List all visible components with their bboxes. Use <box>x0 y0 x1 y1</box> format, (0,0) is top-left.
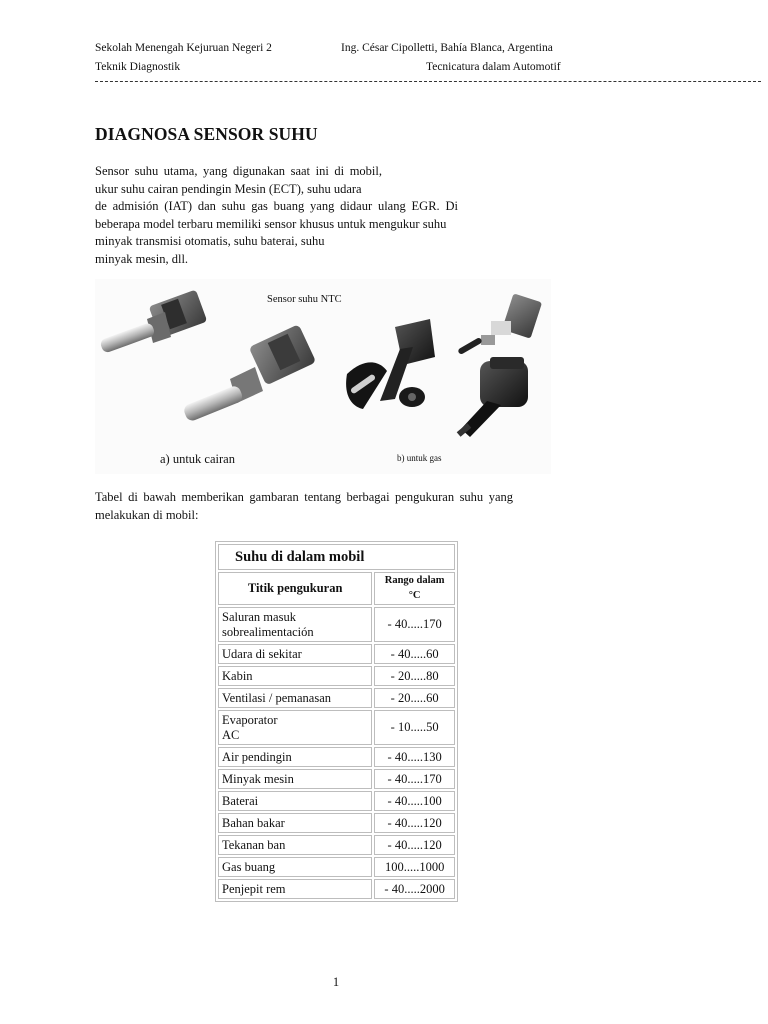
header-author: Ing. César Cipolletti, Bahía Blanca, Argentina <box>341 42 553 54</box>
table-row <box>218 666 455 686</box>
liquid-sensor-2 <box>182 324 316 422</box>
intro-line: minyak transmisi otomatis, suhu baterai, suhu <box>95 234 325 248</box>
table-intro-paragraph <box>95 489 513 524</box>
liquid-sensor-1 <box>99 289 207 353</box>
header-divider <box>95 81 761 82</box>
temperature-range: - 40.....120 <box>374 813 455 833</box>
temperature-range: - 40.....60 <box>374 644 455 664</box>
table-row <box>218 688 455 708</box>
temperature-range: - 20.....80 <box>374 666 455 686</box>
temperature-range: - 40.....100 <box>374 791 455 811</box>
intro-paragraph <box>95 163 458 268</box>
intro-line: Sensor suhu utama, yang digunakan saat ini di mobil, <box>95 164 382 178</box>
measurement-point: Gas buang <box>218 857 372 877</box>
measurement-point: Tekanan ban <box>218 835 372 855</box>
measurement-point: Udara di sekitar <box>218 644 372 664</box>
measurement-point: Evaporator AC <box>218 710 372 745</box>
table-row <box>218 644 455 664</box>
temperature-range: - 40.....2000 <box>374 879 455 899</box>
table-row <box>218 879 455 899</box>
measurement-point: Kabin <box>218 666 372 686</box>
caption-liquid: a) untuk cairan <box>160 452 235 466</box>
header-subject: Teknik Diagnostik <box>95 61 181 73</box>
column-header-point: Titik pengukuran <box>218 572 372 605</box>
temperature-range: - 20.....60 <box>374 688 455 708</box>
sensor-photos <box>95 279 551 474</box>
temperature-range: 100.....1000 <box>374 857 455 877</box>
intro-line: ukur suhu cairan pendingin Mesin (ECT), suhu udara <box>95 181 362 196</box>
measurement-point: Minyak mesin <box>218 769 372 789</box>
header-school: Sekolah Menengah Kejuruan Negeri 2 <box>95 42 272 54</box>
column-header-range: Rango dalam °C <box>374 572 455 605</box>
table-row <box>218 813 455 833</box>
table-row <box>218 747 455 767</box>
temperature-range: - 40.....170 <box>374 769 455 789</box>
table-row <box>218 769 455 789</box>
intro-line: de admisión (IAT) dan suhu gas buang yang didaur ulang EGR. Di <box>95 199 458 213</box>
temperature-range: - 40.....120 <box>374 835 455 855</box>
gas-sensor-2 <box>457 293 542 355</box>
table-row <box>218 710 455 745</box>
header-course: Tecnicatura dalam Automotif <box>426 61 561 73</box>
gas-sensor-3 <box>457 357 528 437</box>
measurement-point: Penjepit rem <box>218 879 372 899</box>
temperature-range: - 40.....130 <box>374 747 455 767</box>
page-title: DIAGNOSA SENSOR SUHU <box>95 124 318 144</box>
measurement-point: Air pendingin <box>218 747 372 767</box>
gas-sensor-1 <box>346 319 435 409</box>
table-row <box>218 791 455 811</box>
table-row <box>218 857 455 877</box>
table-row <box>218 607 455 642</box>
measurement-point: Saluran masuk sobrealimentación <box>218 607 372 642</box>
table-row <box>218 835 455 855</box>
sensor-figure <box>95 279 551 474</box>
measurement-point: Bahan bakar <box>218 813 372 833</box>
temperature-range: - 10.....50 <box>374 710 455 745</box>
temperature-range: - 40.....170 <box>374 607 455 642</box>
intro-line: minyak mesin, dll. <box>95 251 189 266</box>
table-intro-line: melakukan di mobil: <box>95 507 199 522</box>
measurement-point: Baterai <box>218 791 372 811</box>
ntc-label: Sensor suhu NTC <box>267 294 342 305</box>
page-number: 1 <box>332 975 340 989</box>
caption-gas: b) untuk gas <box>397 453 442 463</box>
table-intro-line: Tabel di bawah memberikan gambaran tentang berbagai pengukuran suhu yang <box>95 490 513 504</box>
table-body <box>218 607 455 899</box>
temperature-table <box>215 541 458 902</box>
measurement-point: Ventilasi / pemanasan <box>218 688 372 708</box>
table-caption: Suhu di dalam mobil <box>218 544 455 570</box>
intro-line: beberapa model terbaru memiliki sensor khusus untuk mengukur suhu <box>95 216 447 231</box>
